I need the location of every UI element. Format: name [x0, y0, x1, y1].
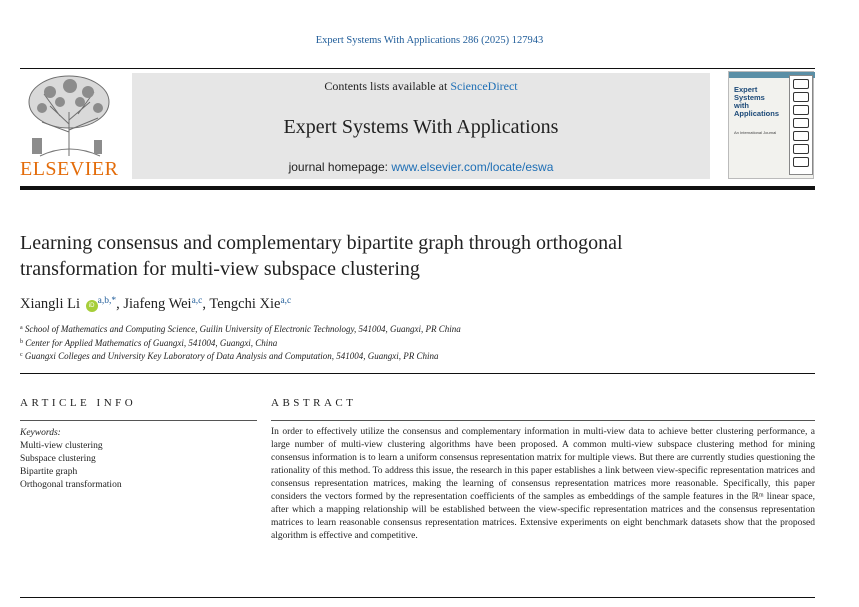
- cover-title: Expert Systems with Applications: [734, 85, 780, 118]
- contents-line: [132, 79, 710, 94]
- cover-scale-icon: [793, 105, 809, 115]
- author-name[interactable]: Xiangli Li: [20, 296, 81, 312]
- top-rule: [20, 68, 815, 69]
- citation-volume: 286: [462, 35, 479, 46]
- keyword-item: Multi-view clustering: [20, 441, 103, 451]
- homepage-line: [132, 160, 710, 174]
- abstract-text: In order to effectively utilize the consensus and complementary information in multi-view data to achieve better clustering performance, a large number of multi-view clustering algorithms have been proposed. A common multi-view subspace clustering method for mining consensus information is to learn a uniform consensus representation matrix for multiple views. But there are currently studies questioning the rationality of this method. To address this issue, the research in this paper establishes a link between view-specific representation matrices and consensus representation matrices, making the learning of consensus representation matrices more reasonable. Specifically, this paper considers the vectors formed by the representation coefficients of the samples as embeddings of the sample features in the ℝᵐ linear space, after which a mapping relationship will be established between the view-specific representation matrices and the consensus representation matrices to learn reasonable consensus representation matrices. Extensive experiments on eight benchmark datasets show that the proposed algorithm is effective and competitive.: [271, 427, 815, 541]
- bottom-rule: [20, 597, 815, 598]
- author-affil[interactable]: a,c: [191, 296, 203, 306]
- article-info-rule: [20, 420, 257, 421]
- affiliation-item: $^c$ Guangxi Colleges and University Key Laboratory of Data Analysis and Computation, 541004, Guangxi, PR China: [20, 351, 439, 361]
- citation-year: (2025): [481, 35, 510, 46]
- citation-journal[interactable]: Expert Systems With Applications: [315, 35, 461, 46]
- paper-title: Learning consensus and complementary bipartite graph through orthogonal transformation for multi-view subspace clustering: [20, 232, 623, 280]
- keywords-block: [20, 427, 257, 492]
- author-list: Xiangli Li iD $^{a,b,*}$, Jiafeng Wei$^{a,c}$, Tengchi Xie$^{a,c}$: [20, 296, 292, 312]
- journal-title[interactable]: Expert Systems With Applications: [283, 116, 559, 138]
- cover-person-icon: [793, 118, 809, 128]
- sciencedirect-link[interactable]: ScienceDirect: [450, 79, 518, 93]
- cover-monitor-icon: [793, 157, 809, 167]
- keyword-item: Subspace clustering: [20, 454, 96, 464]
- elsevier-wordmark: ELSEVIER: [20, 158, 119, 180]
- affiliation-item: $^a$ School of Mathematics and Computing Science, Guilin University of Electronic Technology, 541004, Guangxi, PR China: [20, 324, 461, 334]
- homepage-prefix: journal homepage:: [288, 160, 392, 174]
- author-affil[interactable]: a,b,: [97, 296, 112, 306]
- keyword-item: Bipartite graph: [20, 467, 78, 477]
- journal-header-panel: [132, 73, 710, 179]
- author-name[interactable]: Jiafeng Wei: [123, 296, 192, 312]
- corresponding-author-mark[interactable]: *: [111, 296, 117, 306]
- affiliations: [20, 322, 461, 363]
- orcid-icon[interactable]: iD: [86, 300, 98, 312]
- citation-line[interactable]: [0, 35, 859, 46]
- cover-chart-icon: [793, 92, 809, 102]
- affiliation-item: $^b$ Center for Applied Mathematics of Guangxi, 541004, Guangxi, China: [20, 337, 278, 348]
- cover-clock-icon: [793, 79, 809, 89]
- author-affil[interactable]: a,c: [280, 296, 292, 306]
- article-info-heading: ARTICLE INFO: [20, 397, 137, 409]
- header-thick-rule: [20, 186, 815, 190]
- section-rule: [20, 373, 815, 374]
- homepage-link[interactable]: www.elsevier.com/locate/eswa: [391, 160, 554, 174]
- cover-gear-icon: [793, 131, 809, 141]
- keywords-label: Keywords:: [20, 428, 61, 438]
- abstract-rule: [271, 420, 815, 421]
- journal-cover-thumbnail[interactable]: [728, 71, 814, 179]
- cover-icon-strip: [789, 75, 813, 175]
- citation-article-number: 127943: [511, 35, 544, 46]
- author-name[interactable]: Tengchi Xie: [209, 296, 281, 312]
- abstract-heading: ABSTRACT: [271, 397, 357, 409]
- keyword-item: Orthogonal transformation: [20, 480, 122, 490]
- cover-subtitle: An International Journal: [734, 130, 777, 135]
- cover-globe-icon: [793, 144, 809, 154]
- contents-prefix: Contents lists available at: [324, 79, 451, 93]
